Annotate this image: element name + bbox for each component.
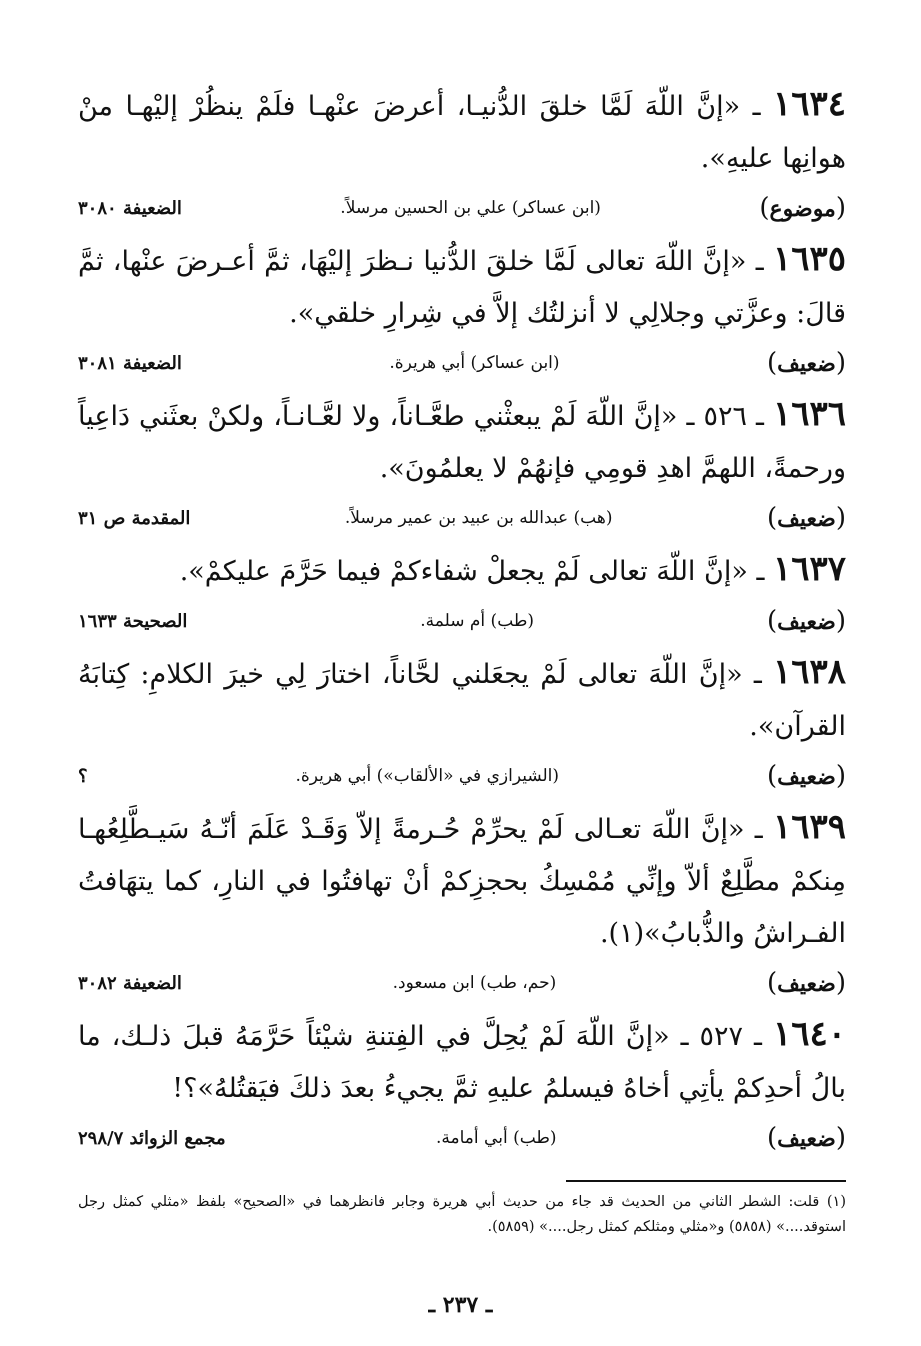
hadith-entry [78,646,846,799]
source-line [78,495,846,541]
hadith-text: ـ «إنَّ اللّهَ تعـالى لَمْ يحرِّمْ حُـرمةً إلاّ وَقَـدْ عَلَمَ أنّـهُ سَيـطَّلِعُهـا مِنكمْ مطَّلِعٌ ألاّ وإنِّي مُمْسِكُ بحجزِكمْ أنْ تهافتُوا في النارِ، كما يتهَافتُ الفـراشُ والذُّبابُ»(١). [78,814,846,949]
reference: الضعيفة ٣٠٨١ [78,352,182,374]
hadith-entry [78,543,846,644]
grade-label: (ضعيف) [766,968,846,998]
hadith-number: ١٦٤٠ [772,1014,846,1054]
reference: مجمع الزوائد ٢٩٨/٧ [78,1127,226,1149]
source-line [78,598,846,644]
hadith-number: ١٦٣٤ [772,84,846,124]
hadith-entry [78,1008,846,1161]
source-line [78,753,846,799]
source-text: (هب) عبدالله بن عبيد بن عمير مرسلاً. [344,508,613,528]
grade-label: (ضعيف) [766,503,846,533]
hadith-entry [78,78,846,231]
hadith-number: ١٦٣٩ [772,807,846,847]
reference: ؟ [78,765,88,787]
source-text: (طب) أبي أمامة. [436,1128,557,1148]
source-line [78,960,846,1006]
grade-label: (ضعيف) [766,1123,846,1153]
source-text: (طب) أم سلمة. [420,611,535,631]
source-text: (ابن عساكر) علي بن الحسين مرسلاً. [340,198,601,218]
grade-label: (ضعيف) [766,348,846,378]
source-line [78,185,846,231]
hadith-entry [78,233,846,386]
grade-label: (موضوع) [759,193,846,223]
hadith-text: ـ «إنَّ اللّهَ تعالى لَمْ يجعَلني لحَّاناً، اختارَ لِي خيرَ الكلامِ: كِتابَهُ القرآن». [78,659,846,742]
grade-label: (ضعيف) [766,761,846,791]
hadith-text: ـ «إنَّ اللّهَ لَمَّا خلقَ الدُّنيـا، أعرضَ عنْهـا فلَمْ ينظُرْ إليْهـا منْ هوانِها عليهِ». [78,91,846,174]
footnote: (١) قلت: الشطر الثاني من الحديث قد جاء من حديث أبي هريرة وجابر فانظرهما في «الصحيح» بلفظ «مثلي كمثل رجل استوقد....» (٥٨٥٨) و«مثلي ومثلكم كمثل رجل....» (٥٨٥٩). [78,1194,846,1235]
hadith-entry [78,801,846,1006]
hadith-entry [78,388,846,541]
source-text: (حم، طب) ابن مسعود. [392,973,557,993]
page-number: ـ ٢٣٧ ـ [428,1292,493,1318]
source-line [78,340,846,386]
hadith-number: ١٦٣٧ [772,549,846,589]
hadith-number: ١٦٣٨ [772,652,846,692]
hadith-text: ـ «إنَّ اللّهَ تعالى لَمَّا خلقَ الدُّنيا نـظرَ إليْهَا، ثمَّ أعـرضَ عنْها، ثمَّ قالَ: وعزَّتي وجلالِي لا أنزلتُك إلاَّ في شِرارِ خلقي». [78,246,846,329]
hadith-number: ١٦٣٥ [772,239,846,279]
footnote-divider [566,1180,846,1182]
reference: الضعيفة ٣٠٨٢ [78,972,182,994]
hadith-text: ـ «إنَّ اللّهَ تعالى لَمْ يجعلْ شفاءكمْ فيما حَرَّمَ عليكمْ». [179,556,773,587]
source-text: (الشيرازي في «الألقاب») أبي هريرة. [295,766,560,786]
hadith-number: ١٦٣٦ [772,394,846,434]
reference: الضعيفة ٣٠٨٠ [78,197,182,219]
source-text: (ابن عساكر) أبي هريرة. [389,353,560,373]
hadith-text: ـ ٥٢٧ ـ «إنَّ اللّهَ لَمْ يُحِلَّ في الفِتنةِ شيْئاً حَرَّمَهُ قبلَ ذلـك، ما بالُ أحدِكمْ يأتِي أخاهُ فيسلمُ عليهِ ثمَّ يجيءُ بعدَ ذلكَ فيَقتُلهُ»؟! [78,1021,846,1104]
reference: المقدمة ص ٣١ [78,507,191,529]
grade-label: (ضعيف) [766,606,846,636]
source-line [78,1115,846,1161]
reference: الصحيحة ١٦٣٣ [78,610,188,632]
hadith-text: ـ ٥٢٦ ـ «إنَّ اللّهَ لَمْ يبعثْني طعَّـاناً، ولا لعَّـانـاً، ولكنْ بعثَني دَاعِياً ورحمةً، اللهمَّ اهدِ قومِي فإنهُمْ لا يعلمُونَ». [78,401,846,484]
